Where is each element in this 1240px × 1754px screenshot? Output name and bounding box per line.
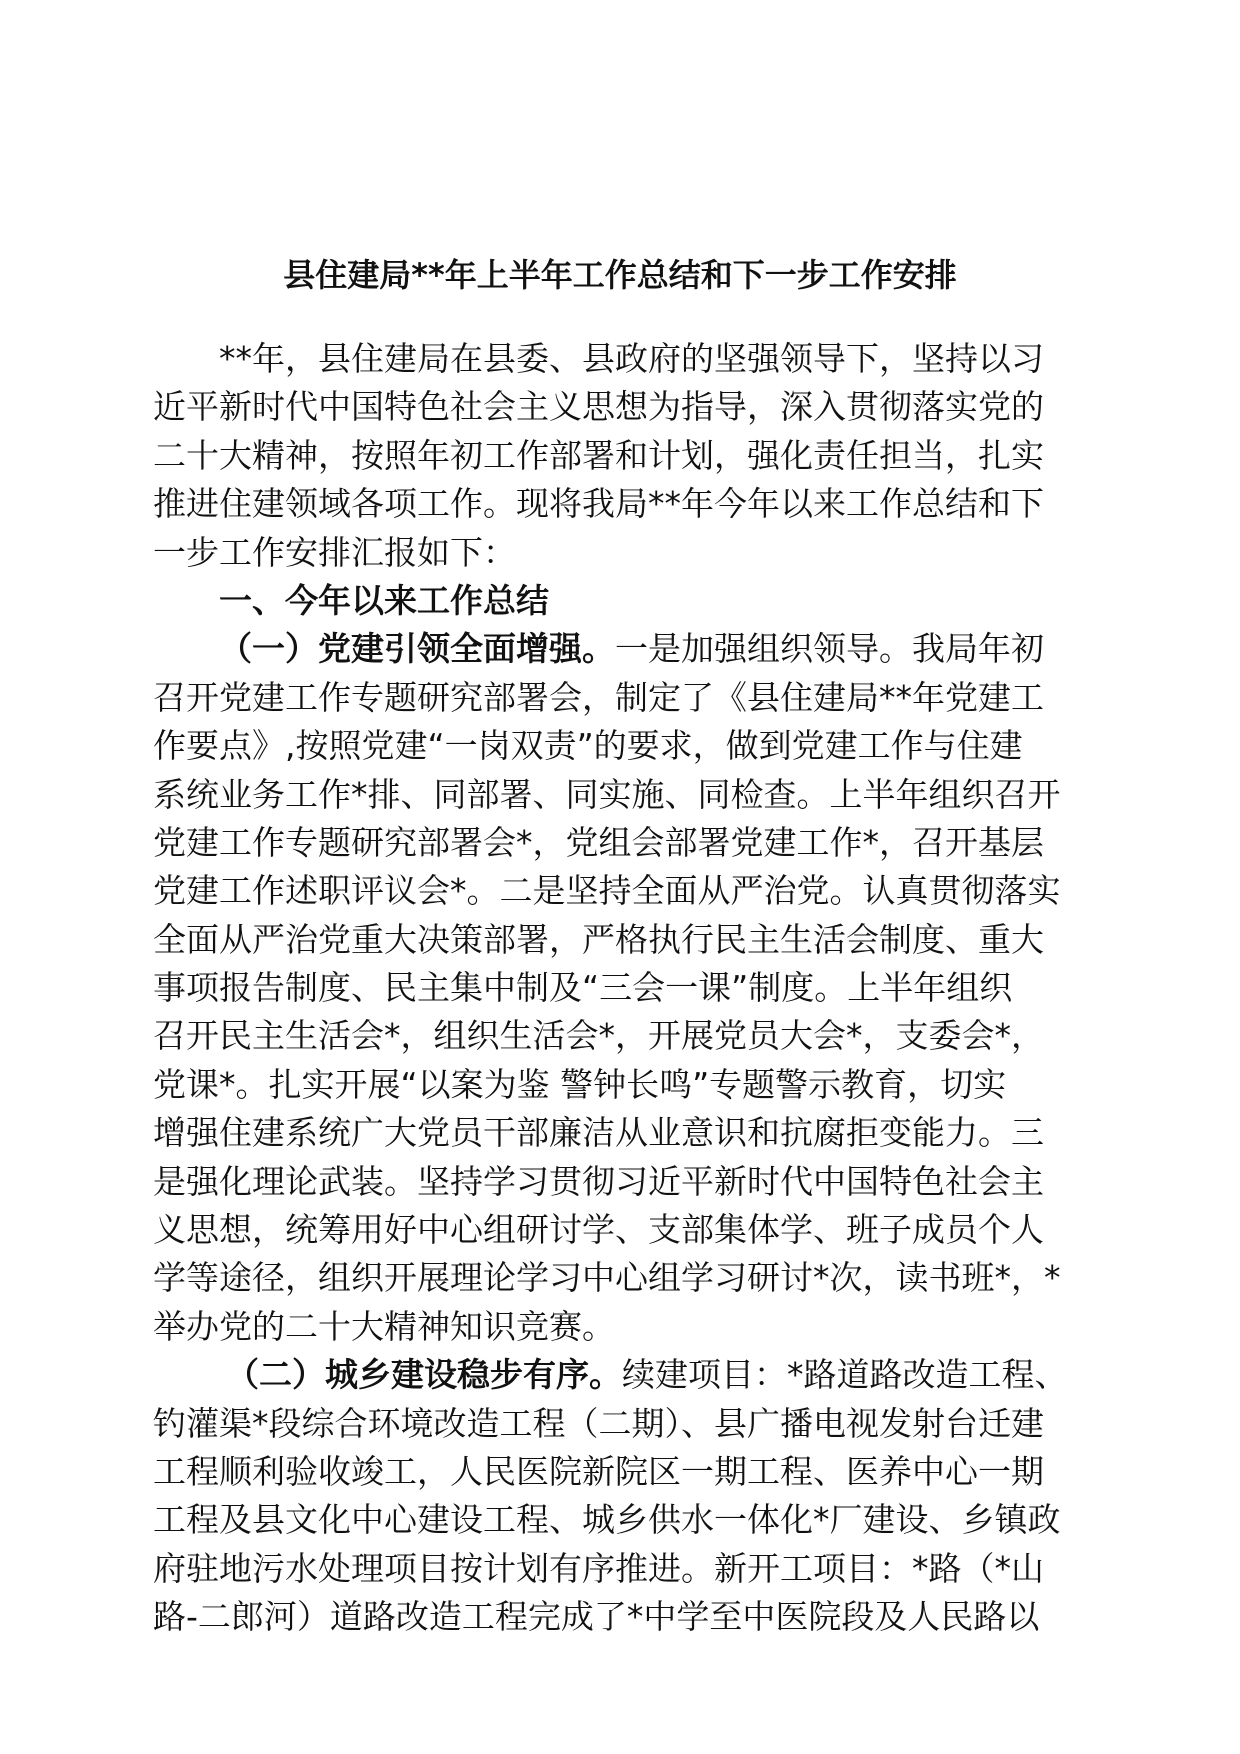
- paragraph-text: 续建项目：*路道路改造工程、: [622, 1355, 1068, 1395]
- paragraph-line: 钓灌渠*段综合环境改造工程（二期）、县广播电视发射台迁建: [153, 1403, 1044, 1443]
- paragraph-line: 工程及县文化中心建设工程、城乡供水一体化*厂建设、乡镇政: [153, 1500, 1061, 1540]
- subsection-heading: （二）城乡建设稳步有序。: [226, 1355, 622, 1395]
- paragraph-line: 召开民主生活会*，组织生活会*，开展党员大会*，支委会*，: [153, 1016, 1044, 1056]
- paragraph-line: 学等途径，组织开展理论学习中心组学习研讨*次，读书班*，*: [153, 1258, 1061, 1298]
- paragraph-line: 工程顺利验收竣工，人民医院新院区一期工程、医养中心一期: [153, 1451, 1044, 1491]
- section-heading: 一、今年以来工作总结: [219, 580, 549, 620]
- subsection-heading: （一）党建引领全面增强。: [219, 629, 615, 669]
- document-title: 县住建局**年上半年工作总结和下一步工作安排: [283, 256, 957, 294]
- paragraph-line: 一步工作安排汇报如下：: [153, 532, 516, 572]
- paragraph-line: 事项报告制度、民主集中制及“三会一课”制度。上半年组织: [153, 968, 1013, 1008]
- paragraph-line: [153, 625, 1089, 673]
- paragraph-line: 府驻地污水处理项目按计划有序推进。新开工项目：*路（*山: [153, 1548, 1044, 1588]
- paragraph-line: 党建工作专题研究部署会*，党组会部署党建工作*，召开基层: [153, 822, 1044, 862]
- paragraph-line: 推进住建领域各项工作。现将我局**年今年以来工作总结和下: [153, 484, 1044, 524]
- paragraph-line: 全面从严治党重大决策部署，严格执行民主生活会制度、重大: [153, 919, 1044, 959]
- paragraph-line: 举办党的二十大精神知识竞赛。: [153, 1306, 615, 1346]
- paragraph-line: [153, 1351, 1089, 1399]
- document-body: [153, 335, 1089, 1642]
- paragraph-line: 增强住建系统广大党员干部廉洁从业意识和抗腐拒变能力。三: [153, 1113, 1044, 1153]
- paragraph-line: 是强化理论武装。坚持学习贯彻习近平新时代中国特色社会主: [153, 1161, 1044, 1201]
- paragraph-line: 系统业务工作*排、同部署、同实施、同检查。上半年组织召开: [153, 774, 1061, 814]
- paragraph-line: 近平新时代中国特色社会主义思想为指导，深入贯彻落实党的: [153, 387, 1044, 427]
- paragraph-line: 义思想，统筹用好中心组研讨学、支部集体学、班子成员个人: [153, 1210, 1044, 1250]
- paragraph-line: 路-二郎河）道路改造工程完成了*中学至中医院段及人民路以: [153, 1597, 1040, 1637]
- paragraph-text: 一是加强组织领导。我局年初: [615, 629, 1044, 669]
- paragraph-line: 党课*。扎实开展“以案为鉴 警钟长鸣”专题警示教育，切实: [153, 1064, 1007, 1104]
- paragraph-line: 作要点》,按照党建“一岗双责”的要求，做到党建工作与住建: [153, 726, 1023, 766]
- paragraph-line: 召开党建工作专题研究部署会，制定了《县住建局**年党建工: [153, 677, 1044, 717]
- paragraph-line: 二十大精神，按照年初工作部署和计划，强化责任担当，扎实: [153, 435, 1044, 475]
- paragraph-line: **年，县住建局在县委、县政府的坚强领导下，坚持以习: [219, 339, 1044, 378]
- paragraph-line: 党建工作述职评议会*。二是坚持全面从严治党。认真贯彻落实: [153, 871, 1061, 911]
